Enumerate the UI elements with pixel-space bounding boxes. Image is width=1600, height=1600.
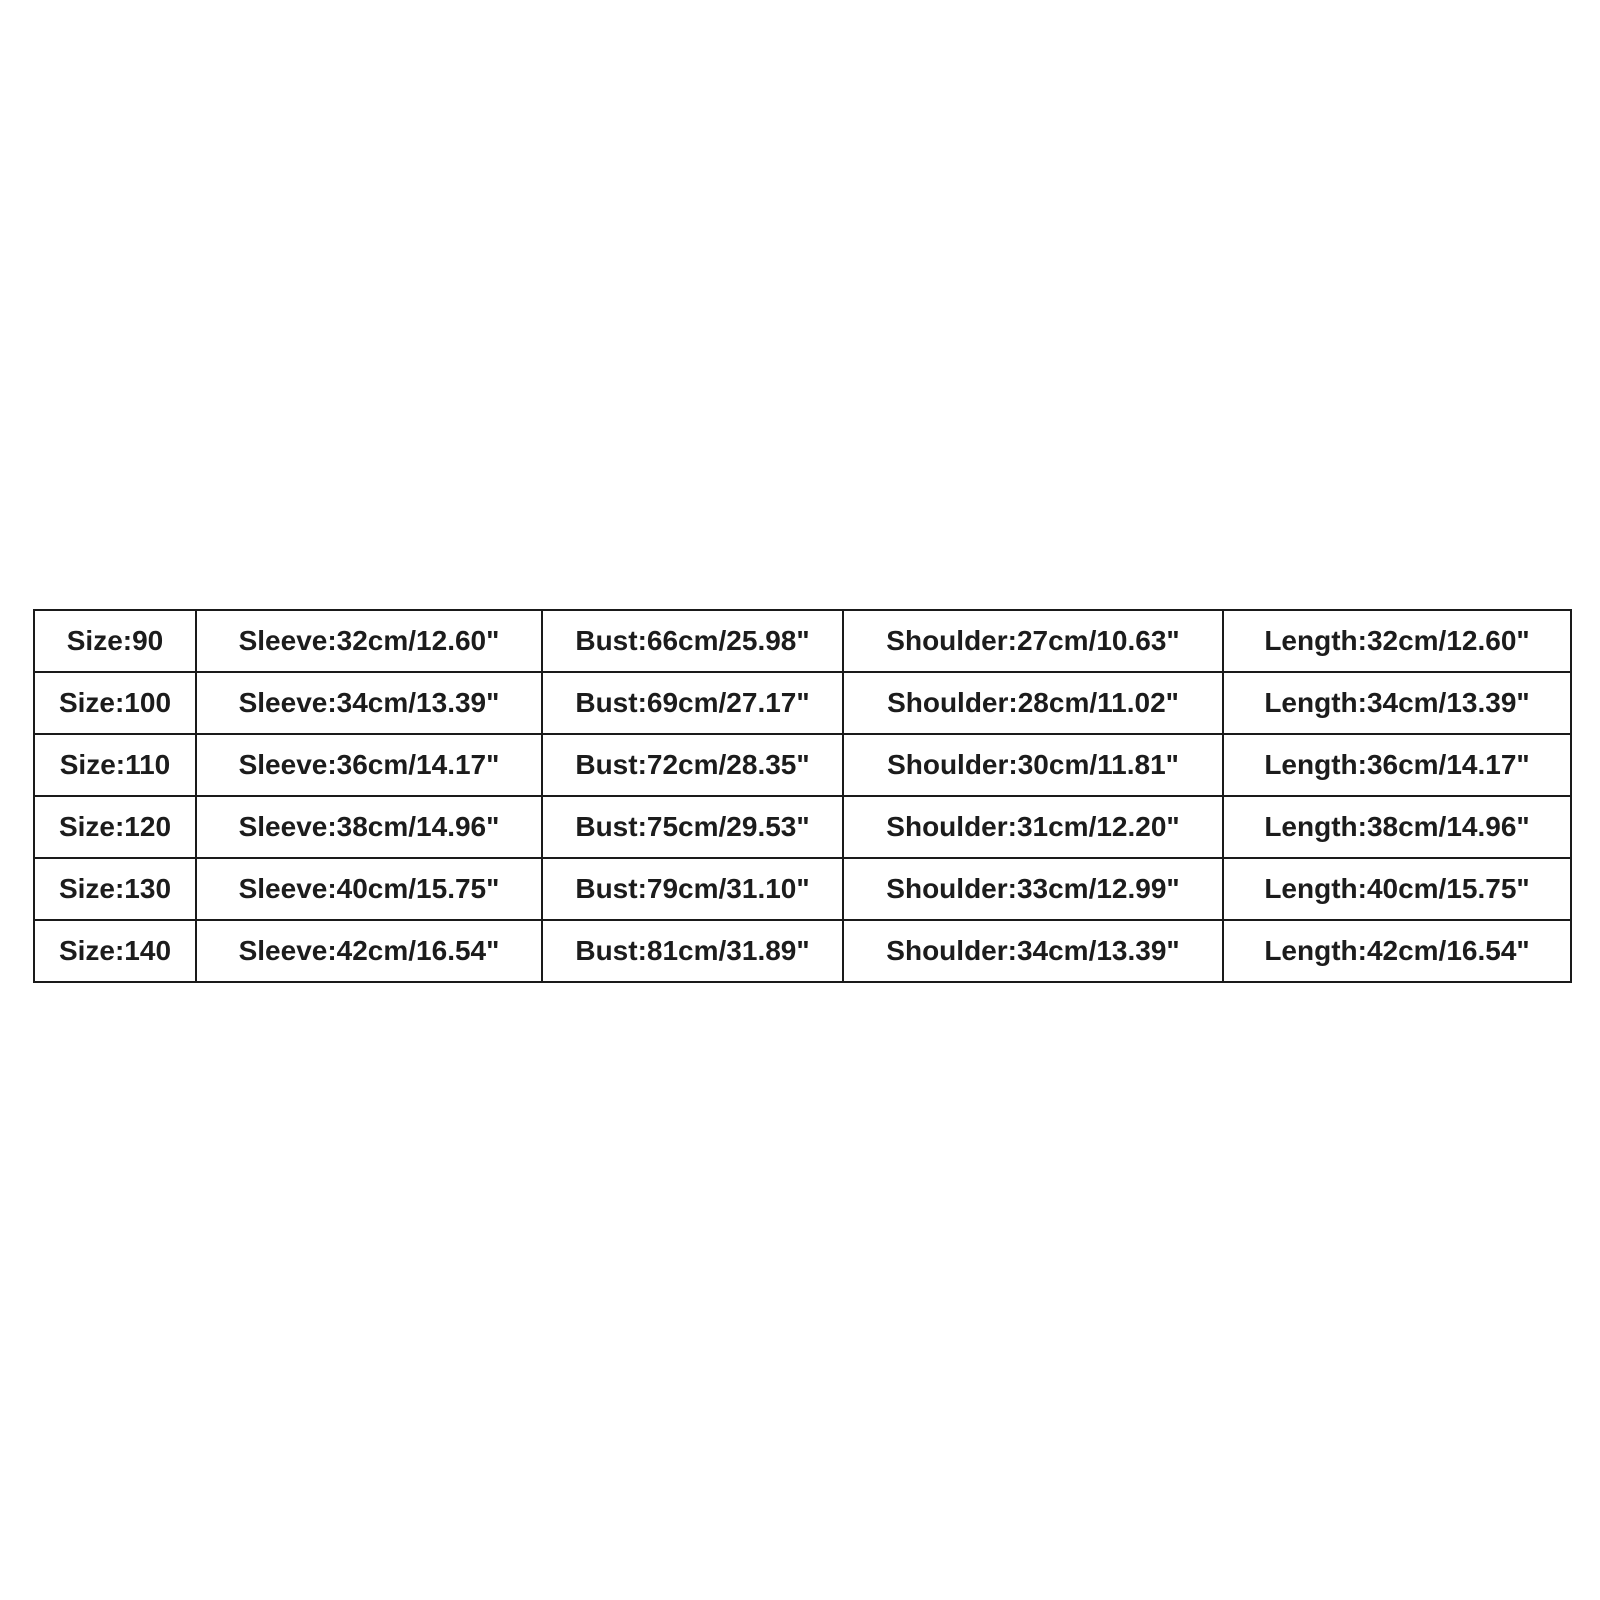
shoulder-cell: Shoulder:30cm/11.81" (843, 734, 1223, 796)
bust-cell: Bust:66cm/25.98" (542, 610, 843, 672)
bust-cell: Bust:72cm/28.35" (542, 734, 843, 796)
size-cell: Size:130 (34, 858, 196, 920)
sleeve-cell: Sleeve:38cm/14.96" (196, 796, 542, 858)
shoulder-cell: Shoulder:34cm/13.39" (843, 920, 1223, 982)
table-row (34, 920, 1571, 982)
bust-cell: Bust:79cm/31.10" (542, 858, 843, 920)
size-cell: Size:90 (34, 610, 196, 672)
size-chart-table (33, 609, 1572, 983)
sleeve-cell: Sleeve:34cm/13.39" (196, 672, 542, 734)
shoulder-cell: Shoulder:31cm/12.20" (843, 796, 1223, 858)
sleeve-cell: Sleeve:42cm/16.54" (196, 920, 542, 982)
sleeve-cell: Sleeve:36cm/14.17" (196, 734, 542, 796)
length-cell: Length:32cm/12.60" (1223, 610, 1571, 672)
table-row (34, 734, 1571, 796)
length-cell: Length:38cm/14.96" (1223, 796, 1571, 858)
size-cell: Size:120 (34, 796, 196, 858)
table-row (34, 858, 1571, 920)
shoulder-cell: Shoulder:28cm/11.02" (843, 672, 1223, 734)
size-cell: Size:140 (34, 920, 196, 982)
size-cell: Size:110 (34, 734, 196, 796)
bust-cell: Bust:81cm/31.89" (542, 920, 843, 982)
length-cell: Length:34cm/13.39" (1223, 672, 1571, 734)
length-cell: Length:40cm/15.75" (1223, 858, 1571, 920)
bust-cell: Bust:69cm/27.17" (542, 672, 843, 734)
sleeve-cell: Sleeve:32cm/12.60" (196, 610, 542, 672)
table-row (34, 796, 1571, 858)
sleeve-cell: Sleeve:40cm/15.75" (196, 858, 542, 920)
table-row (34, 672, 1571, 734)
shoulder-cell: Shoulder:27cm/10.63" (843, 610, 1223, 672)
bust-cell: Bust:75cm/29.53" (542, 796, 843, 858)
table-row (34, 610, 1571, 672)
shoulder-cell: Shoulder:33cm/12.99" (843, 858, 1223, 920)
length-cell: Length:42cm/16.54" (1223, 920, 1571, 982)
size-cell: Size:100 (34, 672, 196, 734)
length-cell: Length:36cm/14.17" (1223, 734, 1571, 796)
